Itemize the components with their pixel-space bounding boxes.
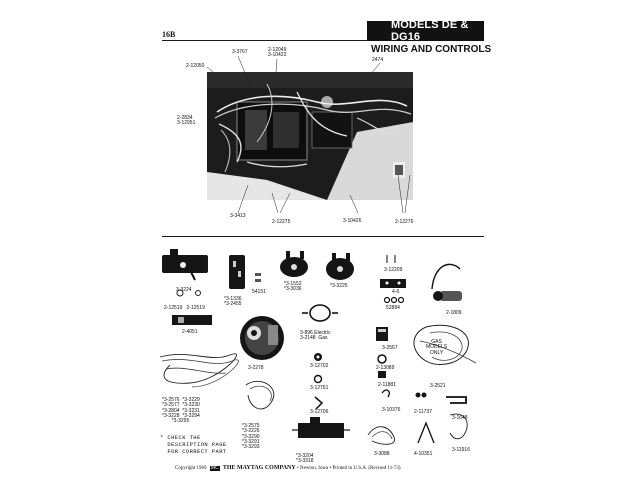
header-rule	[162, 40, 367, 41]
label-3-12706: 3-12706	[310, 409, 329, 415]
label-3-3224: 3-3224	[176, 287, 192, 293]
label-3-2278: 3-2278	[248, 365, 264, 371]
part-2-11881	[378, 371, 386, 378]
part-3-12706	[315, 397, 322, 409]
label-54151: 54151	[252, 289, 266, 295]
part-3-2278	[240, 316, 284, 360]
part-3-3088	[368, 427, 395, 445]
maytag-logo: MC	[210, 466, 219, 471]
part-3-3204	[292, 417, 350, 438]
label-3-896: 3-896 Electric 3-2148 Gas	[300, 330, 331, 342]
part-wiring-harness-mid	[246, 381, 274, 409]
part-2-1809	[432, 264, 462, 301]
part-3-3224	[162, 249, 208, 280]
label-52884: 52884	[386, 305, 400, 311]
copyright-text: Copyright 1969	[175, 466, 207, 471]
check-description-notice: * CHECK THE DESCRIPTION PAGE FOR CORRECT PART	[160, 434, 227, 455]
label-3-3225: *3-3225	[330, 283, 348, 289]
label-gas-models-only: GAS MODELS ONLY	[426, 339, 448, 356]
part-3-3225	[326, 253, 354, 280]
label-2-2834: 2-2834 3-12951	[177, 115, 196, 127]
part-3-12702	[314, 353, 322, 361]
label-3-12702: 3-12702	[310, 363, 329, 369]
section-title: WIRING AND CONTROLS	[371, 44, 492, 55]
label-3-2575-group: *3-2575 *3-2226 *3-3290 *3-3291 *3-3293	[242, 423, 260, 450]
label-2-12049: 2-12049 3-10422	[268, 47, 287, 59]
label-2-12275: 2-12275	[272, 219, 291, 225]
label-2-11881: 2-11881	[378, 382, 396, 388]
label-2474: 2474	[372, 57, 384, 63]
label-4-6: 4-6	[392, 289, 400, 295]
label-2-13089: 2-13089	[376, 365, 395, 371]
part-3-10376	[382, 390, 389, 397]
print-location: • Newton, Iowa • Printed in U.S.A. (Revised 11-73)	[296, 466, 401, 471]
label-3-10426: 3-10426	[343, 218, 362, 224]
page-number: 16B	[162, 30, 176, 39]
label-3-12209: 3-12209	[384, 267, 403, 273]
company-name: THE MAYTAG COMPANY	[222, 465, 296, 471]
part-3-1648	[446, 397, 466, 403]
label-3-3413: 3-3413	[230, 213, 246, 219]
part-4-6	[385, 298, 404, 303]
label-3-12751: 3-12751	[310, 385, 329, 391]
label-2-12050: 2-12050	[186, 63, 205, 69]
footer	[175, 465, 401, 471]
section-divider	[162, 236, 484, 237]
label-3-11916: 3-11916	[452, 447, 470, 453]
photo-leader-lines	[160, 45, 460, 235]
label-3-1648: 3-1648	[452, 415, 468, 421]
part-2-4051	[172, 315, 212, 325]
part-2-11737	[416, 393, 427, 398]
models-banner: MODELS DE & DG16	[367, 21, 484, 41]
label-3-1552: *3-1552 *3-3036	[284, 281, 302, 293]
label-3-10376: 3-10376	[382, 407, 401, 413]
label-4-10351: 4-10351	[414, 451, 433, 457]
label-3-2521: 3-2521	[430, 383, 446, 389]
label-3-2567: 3-2567	[382, 345, 398, 351]
label-3-3088: 3-3088	[374, 451, 390, 457]
part-3-12751	[315, 376, 322, 383]
label-3-3767: 3-3767	[232, 49, 248, 55]
part-3-896	[302, 305, 338, 321]
part-3-1552	[280, 251, 308, 277]
part-wiring-harness-left	[160, 354, 238, 387]
label-3-1336: *3-1336 *3-2455	[224, 296, 242, 308]
part-3-1336	[229, 255, 261, 289]
part-3-2567	[376, 327, 388, 341]
label-3-2576-group: *3-2576 *3-3229 *3-2577 *3-3230 *3-2804 *3-3231 *3-3228 *3-3294 *3-3295	[162, 397, 200, 424]
label-3-3204: *3-3204 *3-3318	[296, 453, 314, 465]
part-2-13089	[378, 355, 386, 363]
label-2-4051: 2-4051	[182, 329, 198, 335]
label-2-11737: 2-11737	[414, 409, 432, 415]
label-2-12519: 2-12519 2-12519	[164, 305, 205, 311]
label-2-1809: 2-1809	[446, 310, 462, 316]
part-4-10351	[418, 423, 434, 443]
label-2-12276: 2-12276	[395, 219, 414, 225]
